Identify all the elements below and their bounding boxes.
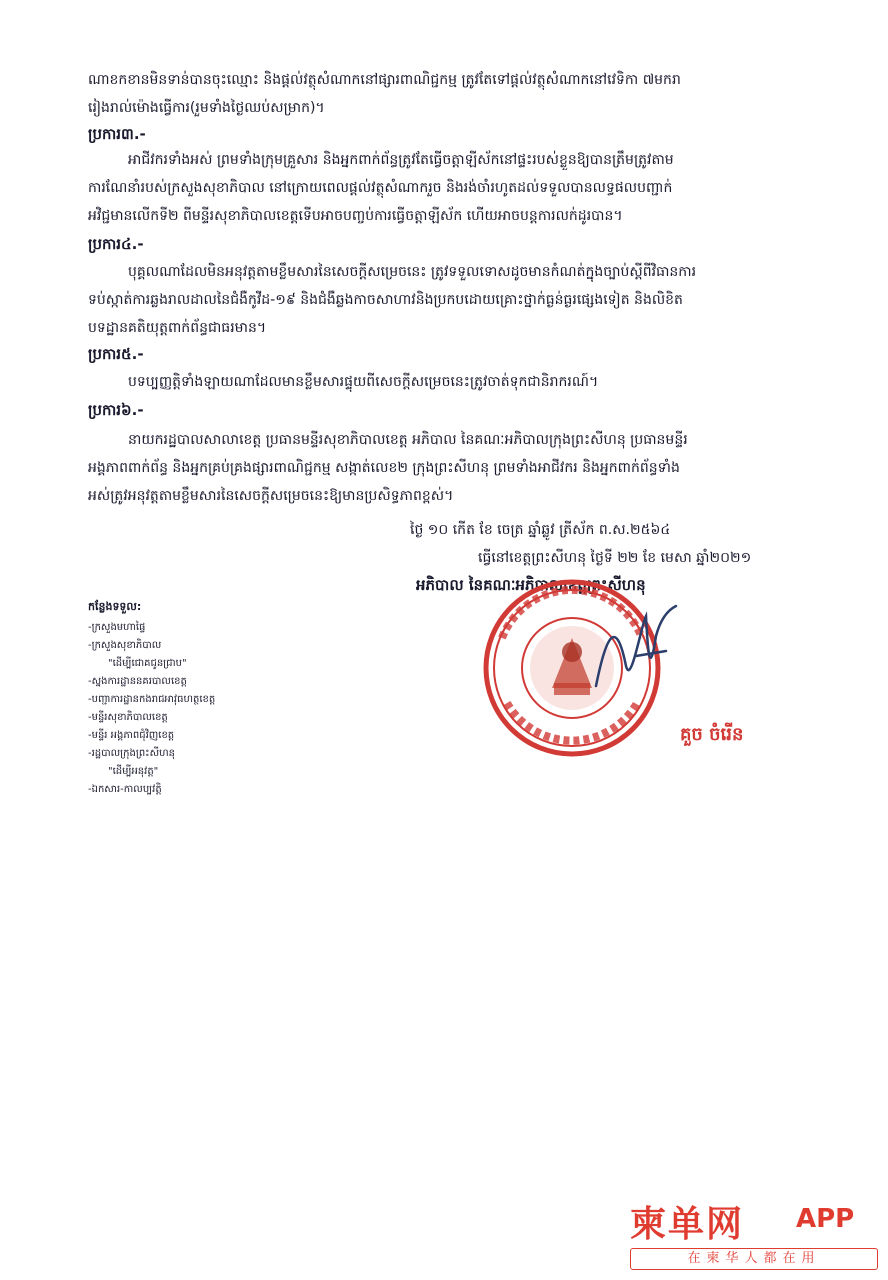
recipient-item: -បញ្ជាការដ្ឋានកងរាជអាវុធហត្ថខេត្ត	[88, 694, 216, 705]
recipient-item: -មន្ទីរ អង្គភាពជុំវិញខេត្ត	[88, 730, 175, 741]
watermark-brand: 柬单网	[630, 1204, 745, 1245]
recipient-item: -ស្នងការដ្ឋាននគរបាលខេត្ត	[88, 676, 187, 687]
paragraph-line: អវិជ្ជមានលើកទី២ ពីមន្ទីរសុខាភិបាលខេត្តទើបអាចបញ្ចប់ការធ្វើចត្តាឡីស័ក ហើយអាចបន្តការលក់ដូរបាន។	[88, 208, 623, 224]
recipient-item: -រដ្ឋបាលក្រុងព្រះសីហនុ	[88, 748, 175, 759]
recipient-item: -ឯកសារ-កាលប្បវត្តិ	[88, 784, 162, 795]
paragraph-line: បទដ្ឋានគតិយុត្តពាក់ព័ន្ធជាធរមាន។	[88, 320, 267, 336]
article-heading-4: ប្រការ៤.-	[88, 235, 144, 253]
recipient-item: "ដើម្បីជោគជូនជ្រាប"	[108, 658, 187, 669]
recipient-item: "ដើម្បីអនុវត្ត"	[108, 766, 159, 777]
recipients-title: កន្លែងទទួល:	[88, 600, 142, 613]
recipient-item: -មន្ទីរសុខាភិបាលខេត្ត	[88, 712, 168, 723]
paragraph-line: នាយករដ្ឋបាលសាលាខេត្ត ប្រធានមន្ទីរសុខាភិបាលខេត្ត អភិបាល នៃគណៈអភិបាលក្រុងព្រះសីហនុ ប្រធានមន្ទីរ	[128, 432, 688, 448]
article-heading-5: ប្រការ៥.-	[88, 345, 144, 363]
article-heading-6: ប្រការ៦.-	[88, 401, 144, 419]
handwritten-signature	[586, 596, 696, 706]
watermark-tagline: 在柬华人都在用	[630, 1248, 878, 1270]
paragraph-line: ការណែនាំរបស់ក្រសួងសុខាភិបាល នៅក្រោយពេលផ្តល់វត្ថុសំណាករួច និងរង់ចាំរហូតដល់ទទួលបានលទ្ធផលបញ្ជាក់	[88, 180, 673, 196]
paragraph-line: រៀងរាល់ម៉ោងធ្វើការ(រួមទាំងថ្ងៃឈប់សម្រាក)។	[88, 100, 325, 116]
paragraph-line: ទប់ស្កាត់ការឆ្លងរាលដាលនៃជំងឺកូវីដ-១៩ និងជំងឺឆ្លងកាចសាហាវនិងប្រកបដោយគ្រោះថ្នាក់ធ្ងន់ធ្ងរផ្សេងទៀត និងលិខិត	[88, 292, 683, 308]
lunar-date: ថ្ងៃ ១០ កើត ខែ ចេត្រ ឆ្នាំឆ្លូវ ត្រីស័ក ព.ស.២៥៦៤	[410, 522, 671, 538]
article-heading-3: ប្រការ៣.-	[88, 125, 146, 143]
paragraph-line: ណាខកខានមិនទាន់បានចុះឈ្មោះ និងផ្តល់វត្ថុសំណាកនៅផ្សារពាណិជ្ជកម្ម ត្រូវតែទៅផ្តល់វត្ថុសំណាកនៅវេទិកា ៧មករា	[88, 72, 681, 88]
signer-name: គួច ចំរើន	[680, 724, 744, 745]
recipient-item: -ក្រសួងមហាផ្ទៃ	[88, 622, 146, 633]
paragraph-line: អាជីវករទាំងអស់ ព្រមទាំងក្រុមគ្រួសារ និងអ្នកពាក់ព័ន្ធត្រូវតែធ្វើចត្តាឡីស័កនៅផ្ទះរបស់ខ្លួនឱ្យបានត្រឹមត្រូវតាម	[128, 152, 674, 168]
solar-date: ធ្វើនៅខេត្តព្រះសីហនុ ថ្ងៃទី ២២ ខែ មេសា ឆ្នាំ២០២១	[478, 550, 752, 566]
signatory-title: អភិបាល នៃគណៈអភិបាលខេត្តព្រះសីហនុ	[416, 576, 646, 594]
paragraph-line: បុគ្គលណាដែលមិនអនុវត្តតាមខ្លឹមសារនៃសេចក្តីសម្រេចនេះ ត្រូវទទួលទោសដូចមានកំណត់ក្នុងច្បាប់ស្តីពីវិធានការ	[128, 264, 697, 280]
paragraph-line: បទប្បញ្ញត្តិទាំងឡាយណាដែលមានខ្លឹមសារផ្ទុយពីសេចក្តីសម្រេចនេះត្រូវចាត់ទុកជានិរាករណ៍។	[128, 374, 599, 390]
paragraph-line: អង្គភាពពាក់ព័ន្ធ និងអ្នកគ្រប់គ្រងផ្សារពាណិជ្ជកម្ម សង្កាត់លេខ២ ក្រុងព្រះសីហនុ ព្រមទាំងអាជីវករ និងអ្នកពាក់ព័ន្ធទាំង	[88, 460, 680, 476]
watermark-app: APP	[796, 1204, 855, 1234]
recipient-item: -ក្រសួងសុខាភិបាល	[88, 640, 162, 651]
paragraph-line: អស់ត្រូវអនុវត្តតាមខ្លឹមសារនៃសេចក្តីសម្រេចនេះឱ្យមានប្រសិទ្ធភាពខ្ពស់។	[88, 488, 454, 504]
